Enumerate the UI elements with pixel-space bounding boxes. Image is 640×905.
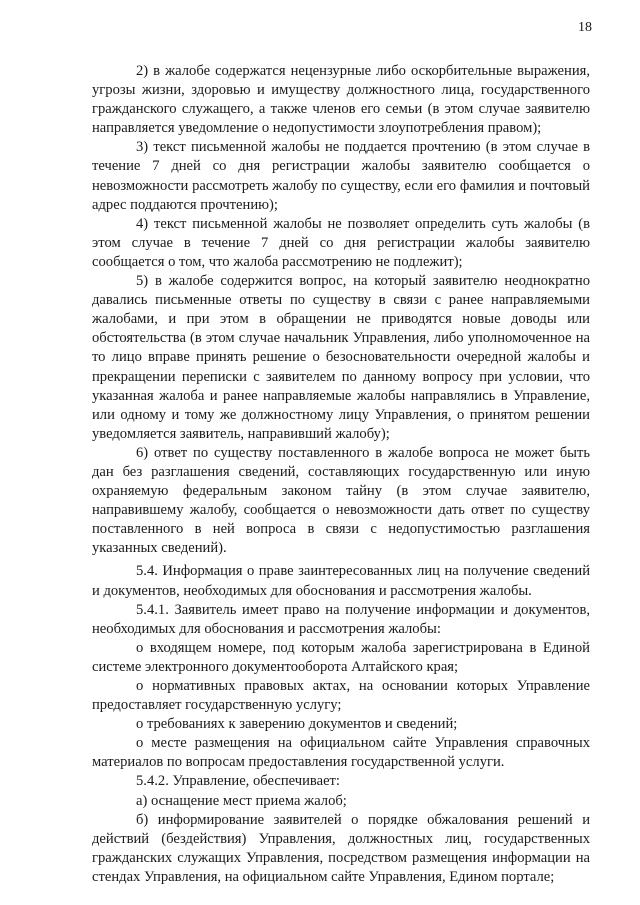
- document-body: [92, 62, 590, 887]
- paragraph-5-4-2: 5.4.2. Управление, обеспечивает:: [136, 773, 340, 790]
- paragraph-reference-materials: о месте размещения на официальном сайте Управления справочных материалов по вопросам предоставления государственной услуги.: [92, 735, 590, 771]
- section-heading-5-4: 5.4. Информация о праве заинтересованных лиц на получение сведений и документов, необходимых для обоснования и рассмотрения жалобы.: [92, 563, 590, 599]
- paragraph-item-6: 6) ответ по существу поставленного в жалобе вопроса не может быть дан без разглашения сведений, составляющих государственную или иную охраняемую федеральным законом тайну (в этом случае заявителю, направившему жалобу, сообщается о невозможности дать ответ по существу поставленного в ней вопроса в связи с недопустимостью разглашения указанных сведений).: [92, 444, 590, 557]
- paragraph-item-5: 5) в жалобе содержится вопрос, на который заявителю неоднократно давались письменные ответы по существу в связи с ранее направляемыми жалобами, и при этом в обращении не приводятся новые доводы или обстоятельства (в этом случае начальник Управления, либо уполномоченное на то лицо вправе принять решение о безосновательности очередной жалобы и прекращении переписки с заявителем по данному вопросу при условии, что указанная жалоба и ранее направляемые жалобы направлялись в Управление, или одному и тому же должностному лицу Управления, о принятом решении уведомляется заявитель, направивший жалобу);: [92, 273, 590, 442]
- paragraph-certification-requirements: о требованиях к заверению документов и сведений;: [136, 716, 458, 733]
- page-number: 18: [578, 20, 592, 35]
- paragraph-incoming-number: о входящем номере, под которым жалоба зарегистрирована в Единой системе электронного документооборота Алтайского края;: [92, 639, 590, 675]
- paragraph-item-b: б) информирование заявителей о порядке обжалования решений и действий (бездействия) Управления, должностных лиц, государственных гражданских служащих Управления, посредством размещения информации на стендах Управления, на официальном сайте Управления, Едином портале;: [92, 811, 590, 885]
- paragraph-item-4: 4) текст письменной жалобы не позволяет определить суть жалобы (в этом случае в течение 7 дней со дня регистрации жалобы заявителю сообщается о том, что жалоба рассмотрению не подлежит);: [92, 215, 590, 270]
- paragraph-item-a: а) оснащение мест приема жалоб;: [136, 792, 347, 809]
- paragraph-5-4-1: 5.4.1. Заявитель имеет право на получение информации и документов, необходимых для обоснования и рассмотрения жалобы:: [92, 601, 590, 637]
- paragraph-item-3: 3) текст письменной жалобы не поддается прочтению (в этом случае в течение 7 дней со дня регистрации жалобы заявителю сообщается о невозможности рассмотреть жалобу по существу, если его фамилия и почтовый адрес поддаются прочтению);: [92, 139, 590, 213]
- paragraph-legal-acts: о нормативных правовых актах, на основании которых Управление предоставляет государственную услугу;: [92, 678, 590, 714]
- paragraph-item-2: 2) в жалобе содержатся нецензурные либо оскорбительные выражения, угрозы жизни, здоровью и имуществу должностного лица, государственного гражданского служащего, а также членов его семьи (в этом случае заявителю направляется уведомление о недопустимости злоупотребления правом);: [92, 63, 590, 137]
